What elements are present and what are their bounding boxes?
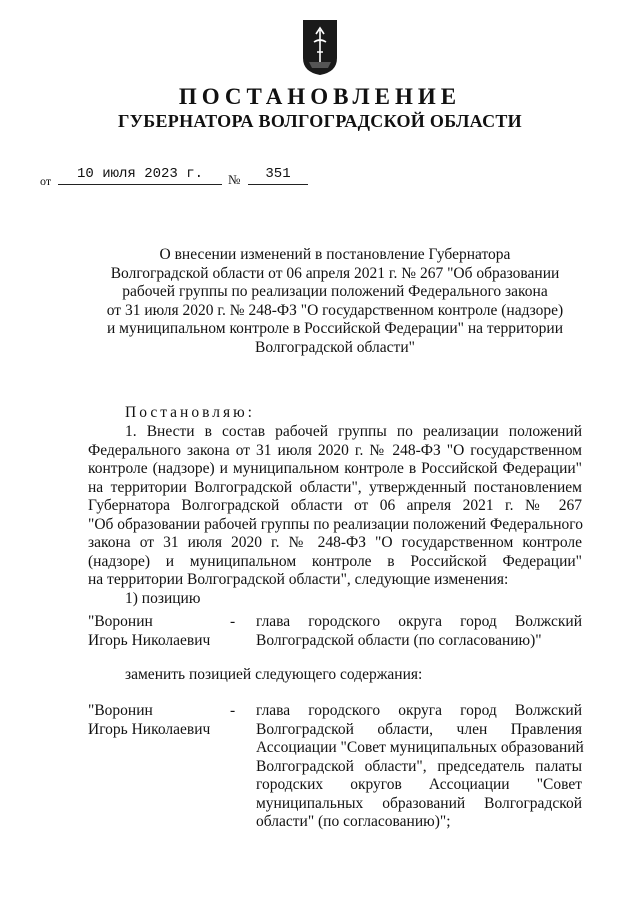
description-line: Волгоградской области", председатель палаты: [256, 757, 582, 775]
member-name-line: "Воронин: [88, 702, 153, 719]
item-1-paragraph: [88, 423, 582, 590]
heading-line: и муниципальном контроле в Российской Федерации" на территории: [106, 320, 563, 337]
member-description: [256, 702, 582, 832]
paragraph-line: Федерального закона от 31 июля 2020 г. № 248-ФЗ "О государственном: [88, 441, 582, 459]
number-label: №: [228, 172, 241, 187]
description-line: области" (по согласованию)";: [256, 813, 451, 830]
paragraph-line: на территории Волгоградской области", утвержденный постановлением: [88, 478, 582, 496]
decree-word-text: Постановляю:: [125, 404, 255, 421]
description-line: Волгоградской области (по согласованию)": [256, 631, 542, 649]
description-line: глава городского округа город Волжский: [256, 702, 582, 719]
heading-line: рабочей группы по реализации положений Федерального закона: [122, 283, 548, 300]
document-subtitle: ГУБЕРНАТОРА ВОЛГОГРАДСКОЙ ОБЛАСТИ: [118, 111, 522, 131]
replace-label: заменить позицией следующего содержания:: [125, 666, 423, 683]
paragraph-line: 1. Внести в состав рабочей группы по реализации положений: [125, 423, 582, 440]
emblem-icon: [301, 18, 339, 76]
document-date: 10 июля 2023 г.: [76, 166, 204, 182]
member-name-line: "Воронин: [88, 613, 153, 630]
member-description: [256, 613, 582, 650]
description-line: Ассоциации "Совет муниципальных образований: [256, 739, 584, 756]
paragraph-line: (надзоре) и муниципальном контроле в Российской Федерации": [88, 552, 582, 570]
paragraph-line: Губернатора Волгоградской области от 06 апреля 2021 г. № 267: [88, 497, 582, 514]
paragraph-line: "Об образовании рабочей группы по реализации положений Федерального: [88, 515, 583, 533]
description-line: Волгоградской области, член Правления: [256, 720, 582, 738]
document-title: ПОСТАНОВЛЕНИЕ: [178, 84, 462, 109]
member-name: [88, 702, 228, 739]
document-heading: [100, 246, 570, 357]
date-underline: [58, 184, 222, 185]
description-line: муниципальных образований Волгоградской: [256, 794, 582, 812]
description-line: городских округов Ассоциации "Совет: [256, 776, 582, 793]
date-number-line: [0, 166, 640, 190]
paragraph-line: закона от 31 июля 2020 г. № 248-ФЗ "О государственном контроле: [88, 534, 582, 551]
document-number: 351: [265, 166, 291, 182]
heading-line: Волгоградской области": [255, 338, 415, 356]
date-prefix-label: от: [40, 174, 52, 188]
entry-dash: -: [230, 702, 236, 719]
position-label: 1) позицию: [125, 590, 201, 607]
member-name-line: Игорь Николаевич: [88, 631, 211, 649]
paragraph-line: на территории Волгоградской области", следующие изменения:: [88, 571, 509, 588]
member-name: [88, 613, 228, 650]
description-line: глава городского округа город Волжский: [256, 613, 582, 630]
heading-line: О внесении изменений в постановление Губернатора: [159, 246, 511, 263]
decree-word: [88, 404, 582, 423]
paragraph-line: контроле (надзоре) и муниципальном контроле в Российской Федерации": [88, 460, 582, 477]
heading-line: от 31 июля 2020 г. № 248-ФЗ "О государственном контроле (надзоре): [106, 301, 564, 319]
heading-line: Волгоградской области от 06 апреля 2021 г. № 267 "Об образовании: [110, 264, 560, 282]
member-name-line: Игорь Николаевич: [88, 720, 211, 738]
entry-dash: -: [230, 613, 236, 630]
number-underline: [248, 184, 308, 185]
